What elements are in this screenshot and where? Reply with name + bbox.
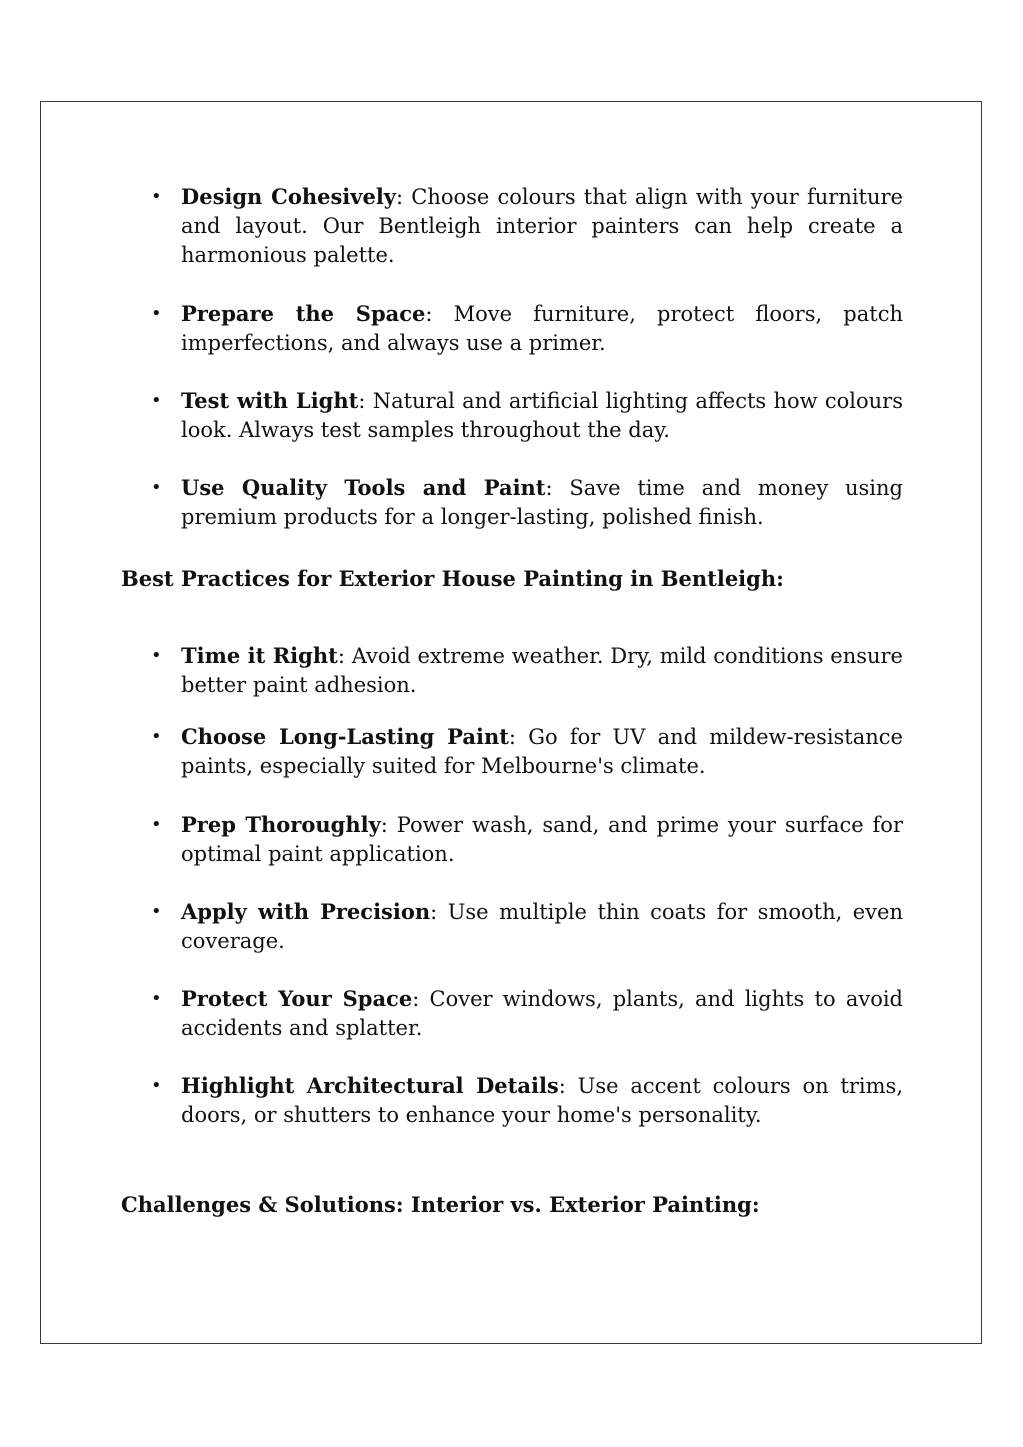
item-text: Cover windows, plants, and lights to avoid accidents and splatter. — [181, 987, 904, 1040]
list-item-protect-your-space — [0, 984, 903, 1043]
bullet-icon: • — [151, 390, 162, 411]
heading-challenges-solutions: Challenges & Solutions: Interior vs. Exterior Painting: — [121, 1192, 760, 1217]
list-item-use-quality-tools — [0, 473, 903, 532]
item-text: Avoid extreme weather. Dry, mild conditions ensure better paint adhesion. — [181, 644, 903, 697]
item-separator: : — [425, 302, 454, 326]
item-text: Use multiple thin coats for smooth, even coverage. — [181, 900, 903, 953]
bullet-icon: • — [151, 303, 162, 324]
bullet-icon: • — [151, 645, 162, 666]
bullet-icon: • — [151, 988, 162, 1009]
bullet-icon: • — [151, 186, 162, 207]
item-separator: : — [396, 185, 412, 209]
item-text: Go for UV and mildew-resistance paints, especially suited for Melbourne's climate. — [181, 725, 903, 778]
item-text: Use accent colours on trims, doors, or shutters to enhance your home's personality. — [181, 1074, 903, 1127]
heading-exterior-best-practices: Best Practices for Exterior House Painting in Bentleigh: — [121, 566, 784, 591]
item-title: Protect Your Space — [181, 986, 413, 1011]
list-item-choose-long-lasting-paint — [0, 722, 903, 781]
list-item-apply-with-precision — [0, 897, 903, 956]
bullet-icon: • — [151, 1075, 162, 1096]
item-title: Time it Right — [181, 643, 338, 668]
item-separator: : — [380, 813, 397, 837]
list-item-design-cohesively — [0, 182, 903, 270]
item-title: Design Cohesively — [181, 184, 397, 209]
bullet-icon: • — [151, 901, 162, 922]
item-title: Highlight Architectural Details — [181, 1073, 559, 1098]
list-item-prepare-the-space — [0, 299, 903, 358]
list-item-time-it-right — [0, 641, 903, 700]
item-text: Natural and artificial lighting affects how colours look. Always test samples throughout the day. — [181, 389, 903, 442]
item-separator: : — [430, 900, 448, 924]
list-item-prep-thoroughly — [0, 810, 903, 869]
item-separator: : — [558, 1074, 578, 1098]
item-title: Prep Thoroughly — [181, 812, 381, 837]
bullet-icon: • — [151, 477, 162, 498]
list-item-test-with-light — [0, 386, 903, 445]
item-title: Prepare the Space — [181, 301, 426, 326]
item-title: Use Quality Tools and Paint — [181, 475, 546, 500]
item-separator: : — [358, 389, 373, 413]
item-text: Move furniture, protect floors, patch imperfections, and always use a primer. — [181, 302, 903, 355]
item-separator: : — [508, 725, 529, 749]
item-text: Choose colours that align with your furniture and layout. Our Bentleigh interior painters can help create a harmonious palette. — [181, 185, 903, 267]
item-separator: : — [337, 644, 352, 668]
item-separator: : — [412, 987, 430, 1011]
item-title: Apply with Precision — [181, 899, 431, 924]
bullet-icon: • — [151, 814, 162, 835]
item-separator: : — [545, 476, 570, 500]
item-text: Power wash, sand, and prime your surface for optimal paint application. — [181, 813, 903, 866]
bullet-icon: • — [151, 726, 162, 747]
item-text: Save time and money using premium products for a longer-lasting, polished finish. — [181, 476, 903, 529]
list-item-highlight-architectural-details — [0, 1071, 903, 1130]
item-title: Choose Long-Lasting Paint — [181, 724, 509, 749]
item-title: Test with Light — [181, 388, 359, 413]
